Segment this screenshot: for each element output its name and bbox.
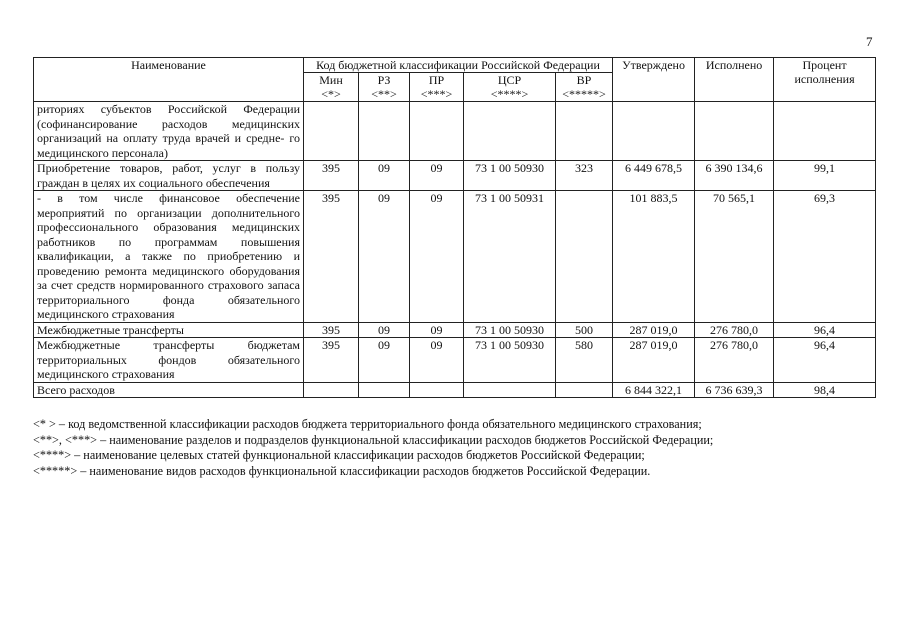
header-csr-note: <****>: [490, 87, 529, 101]
row-vr: 500: [556, 322, 613, 338]
row-pr: 09: [410, 161, 464, 191]
row-percent: 69,3: [774, 191, 876, 323]
header-vr-note: <*****>: [562, 87, 606, 101]
row-percent: [774, 102, 876, 161]
row-pr: 09: [410, 191, 464, 323]
header-vr: [556, 73, 613, 102]
row-approved: 287 019,0: [613, 322, 695, 338]
row-name: риториях субъектов Российской Федерации (софинансирование расходов медицинских организаций на оплату труда врачей и средне- го медицинского персонала): [34, 102, 304, 161]
row-name: Межбюджетные трансферты: [34, 322, 304, 338]
table-row: [34, 161, 876, 191]
page-number: 7: [866, 34, 873, 49]
header-csr: [464, 73, 556, 102]
row-vr: 580: [556, 338, 613, 383]
header-rz-note: <**>: [371, 87, 397, 101]
row-percent: 98,4: [774, 382, 876, 398]
row-executed: 6 390 134,6: [695, 161, 774, 191]
row-executed: 6 736 639,3: [695, 382, 774, 398]
row-min: [304, 382, 359, 398]
row-rz: 09: [359, 161, 410, 191]
row-rz: 09: [359, 322, 410, 338]
row-pr: [410, 102, 464, 161]
row-executed: 70 565,1: [695, 191, 774, 323]
row-csr: [464, 102, 556, 161]
header-vr-label: ВР: [576, 73, 592, 87]
row-approved: [613, 102, 695, 161]
row-percent: 99,1: [774, 161, 876, 191]
row-csr: 73 1 00 50931: [464, 191, 556, 323]
row-name: Межбюджетные трансферты бюджетам территориальных фондов обязательного медицинского страхования: [34, 338, 304, 383]
table-row: [34, 322, 876, 338]
footnote-vr: <*****> – наименование видов расходов функциональной классификации расходов бюджетов Российской Федерации.: [33, 463, 651, 478]
row-percent: 96,4: [774, 338, 876, 383]
row-pr: [410, 382, 464, 398]
footnote-csr: <****> – наименование целевых статей функциональной классификации расходов бюджетов Российской Федерации;: [33, 448, 645, 463]
header-percent: Процент исполнения: [774, 58, 876, 102]
row-name: Приобретение товаров, работ, услуг в пользу граждан в целях их социального обеспечения: [34, 161, 304, 191]
row-vr: 323: [556, 161, 613, 191]
header-rz: [359, 73, 410, 102]
header-csr-label: ЦСР: [497, 73, 522, 87]
row-approved: 6 449 678,5: [613, 161, 695, 191]
header-pr: [410, 73, 464, 102]
row-rz: [359, 102, 410, 161]
header-min: [304, 73, 359, 102]
table-row: [34, 102, 876, 161]
header-executed: Исполнено: [695, 58, 774, 102]
row-rz: 09: [359, 191, 410, 323]
row-approved: 101 883,5: [613, 191, 695, 323]
header-rz-label: РЗ: [377, 73, 391, 87]
header-name: Наименование: [34, 58, 304, 102]
footnotes: [33, 417, 875, 479]
row-csr: [464, 382, 556, 398]
row-name: - в том числе финансовое обеспечение мероприятий по организации дополнительного профессионального образования медицинских работников по программам повышения квалификации, а также по приобретению и проведению ремонта медицинского оборудования за счет средств нормированного страхового запаса территориального фонда обязательного медицинского страхования: [34, 191, 304, 323]
budget-execution-table: [33, 57, 876, 398]
row-vr: [556, 191, 613, 323]
row-min: 395: [304, 161, 359, 191]
row-min: 395: [304, 338, 359, 383]
row-csr: 73 1 00 50930: [464, 338, 556, 383]
header-approved: Утверждено: [613, 58, 695, 102]
table-total-row: [34, 382, 876, 398]
row-vr: [556, 102, 613, 161]
row-executed: 276 780,0: [695, 338, 774, 383]
row-vr: [556, 382, 613, 398]
row-csr: 73 1 00 50930: [464, 161, 556, 191]
row-csr: 73 1 00 50930: [464, 322, 556, 338]
header-pr-note: <***>: [420, 87, 453, 101]
header-code-group: Код бюджетной классификации Российской Федерации: [304, 58, 613, 73]
row-pr: 09: [410, 322, 464, 338]
row-executed: [695, 102, 774, 161]
row-approved: 6 844 322,1: [613, 382, 695, 398]
row-pr: 09: [410, 338, 464, 383]
footnote-rz-pr: <**>, <***> – наименование разделов и подразделов функциональной классификации расходов бюджетов Российской Федерации;: [33, 432, 714, 447]
row-min: 395: [304, 191, 359, 323]
table-header-row: [34, 58, 876, 73]
footnote-min: <* > – код ведомственной классификации расходов бюджета территориального фонда обязательного медицинского страхования;: [33, 417, 702, 431]
row-min: [304, 102, 359, 161]
row-min: 395: [304, 322, 359, 338]
header-min-note: <*>: [321, 87, 341, 101]
table-row: [34, 191, 876, 323]
row-name: Всего расходов: [34, 382, 304, 398]
row-approved: 287 019,0: [613, 338, 695, 383]
table-row: [34, 338, 876, 383]
row-executed: 276 780,0: [695, 322, 774, 338]
row-rz: [359, 382, 410, 398]
header-min-label: Мин: [319, 73, 343, 87]
header-pr-label: ПР: [428, 73, 445, 87]
row-percent: 96,4: [774, 322, 876, 338]
row-rz: 09: [359, 338, 410, 383]
